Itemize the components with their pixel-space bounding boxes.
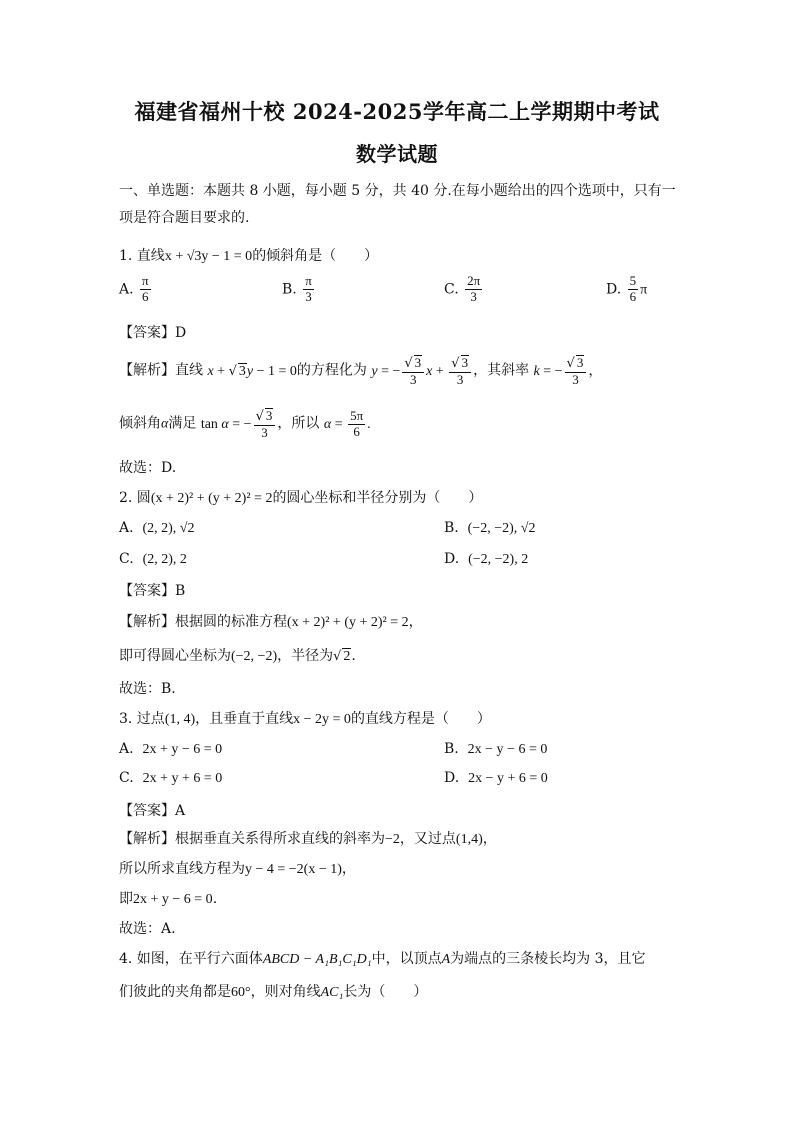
- q1-option-d-label: D.: [606, 281, 622, 298]
- q1-option-d-num: 5: [629, 273, 637, 288]
- q2-option-a: [119, 520, 194, 537]
- q2-analysis-text-b: ，: [408, 614, 423, 630]
- q1-analysis-eq1: x + √ 3y − 1 = 0: [207, 363, 297, 379]
- q3-option-d-label: D.: [444, 770, 460, 786]
- q3-option-a-text: 2x + y − 6 = 0: [142, 742, 223, 757]
- q3-analysis-line1: [119, 828, 497, 848]
- q1-analysis-slope: k = − $\frac{√ 3}{3}$ ，: [533, 355, 603, 387]
- q1-option-b-label: B.: [282, 281, 297, 298]
- q1-option-b: [282, 274, 316, 305]
- q2-option-b-label: B.: [444, 520, 459, 536]
- q1-option-d-fraction: [628, 274, 639, 305]
- q1-stem: [119, 245, 378, 265]
- q1-analysis-text-a: 直线: [175, 362, 203, 379]
- section-heading-line2: 项是符合题目要求的.: [119, 210, 250, 226]
- q3-analysis-point: (1,4): [455, 832, 483, 847]
- q3-stem-mid: ，且垂直于直线: [195, 711, 294, 727]
- q1-option-a-fraction: [140, 274, 151, 305]
- q3-analysis-label: 【解析】: [119, 831, 175, 847]
- q3-option-c-text: 2x + y + 6 = 0: [142, 771, 223, 786]
- q4-text-a: 4. 如图，在平行六面体: [119, 951, 263, 967]
- q4-angle: 60°: [231, 985, 251, 1000]
- q1-option-a-num: π: [142, 273, 149, 288]
- q3-analysis-text-a: 根据垂直关系得所求直线的斜率为: [175, 831, 385, 847]
- q4-diagonal: AC₁: [320, 985, 344, 1000]
- q3-answer: 【答案】A: [119, 803, 186, 819]
- q2-option-a-label: A.: [119, 520, 134, 536]
- q2-option-b: [444, 520, 535, 537]
- q1-analysis-text-d: 倾斜角: [119, 415, 161, 432]
- q2-stem-suffix: 的圆心坐标和半径分别为（ ）: [272, 490, 483, 506]
- q3-analysis-slope: −2: [385, 832, 400, 847]
- q1-analysis-line1: [119, 355, 602, 388]
- page-subtitle: 数学试题: [356, 142, 438, 166]
- q1-option-d: [606, 274, 647, 305]
- q4-solid-name: ABCD − A₁B₁C₁D₁: [262, 952, 372, 967]
- q2-conclusion: 故选：B.: [119, 681, 176, 697]
- q2-option-c: [119, 551, 187, 568]
- q3-stem-equation: x − 2y = 0: [293, 712, 351, 727]
- q1-analysis-tan: tan α = − $\frac{√ 3}{3}$: [201, 417, 278, 432]
- q3-analysis-line2: [119, 858, 356, 878]
- q4-text-e: ，则对角线: [250, 984, 321, 1000]
- q3-analysis-text-e: ，: [341, 861, 356, 877]
- q1-option-c-fraction: [465, 274, 482, 305]
- q1-analysis-text-e: 满足: [168, 415, 197, 432]
- q1-option-c-num: 2π: [467, 273, 481, 288]
- q1-option-b-den: 3: [305, 288, 312, 304]
- q3-stem-point: (1, 4): [164, 712, 196, 727]
- q2-analysis-text-d: ，半径为: [277, 648, 334, 664]
- q2-analysis-equation: (x + 2)² + (y + 2)² = 2: [287, 615, 409, 630]
- q3-stem-prefix: 3. 过点: [119, 711, 165, 727]
- q3-option-d-text: 2x − y + 6 = 0: [468, 771, 548, 786]
- q2-analysis-text-e: .: [351, 648, 356, 664]
- q2-stem: [119, 487, 482, 507]
- q1-option-c-label: C.: [444, 281, 459, 298]
- q2-analysis-center: (−2, −2): [231, 649, 278, 664]
- q1-option-a: [119, 274, 153, 305]
- q1-conclusion: 故选：D.: [119, 460, 177, 476]
- q2-option-b-text: (−2, −2), √2: [467, 521, 536, 536]
- q2-option-a-text: (2, 2), √2: [142, 521, 195, 536]
- q2-analysis-line2: [119, 645, 356, 665]
- q3-option-b-text: 2x − y − 6 = 0: [467, 742, 548, 757]
- q3-option-a: [119, 741, 222, 758]
- q4-text-f: 长为（ ）: [343, 984, 428, 1000]
- q3-option-b-label: B.: [444, 741, 459, 757]
- q1-option-d-den: 6: [629, 288, 637, 304]
- q1-analysis-eq2: y = − $\frac{√ 3}{3}$ x + $\frac{√ 3}{3}$: [371, 364, 473, 379]
- q3-option-d: [444, 770, 548, 787]
- q2-option-d-label: D.: [444, 551, 460, 567]
- q2-stem-equation: (x + 2)² + (y + 2)² = 2: [150, 491, 273, 506]
- q3-analysis-line3: [119, 888, 217, 908]
- q1-option-c-den: 3: [470, 288, 477, 304]
- q1-analysis-alpha: α = $\frac{5\pi}{6}$ .: [323, 408, 371, 439]
- q2-analysis-line1: [119, 611, 423, 631]
- q2-option-c-label: C.: [119, 551, 134, 567]
- q2-option-d: [444, 551, 528, 568]
- q1-stem-equation: x + √3y − 1 = 0: [164, 249, 253, 264]
- q3-analysis-text-b: ，又过点: [399, 831, 456, 847]
- q1-option-a-label: A.: [119, 281, 134, 298]
- q4-text-c: 为端点的三条棱长均为 3，且它: [450, 951, 646, 967]
- q3-option-c: [119, 770, 222, 787]
- q3-analysis-text-f: 即: [119, 891, 133, 907]
- q3-stem-suffix: 的直线方程是（ ）: [350, 711, 491, 727]
- q1-analysis-line2: 倾斜角α满足 tan α = − $\frac{√ 3}{3}$ ，所以 α = $\frac{5\pi}{6}$ .: [119, 408, 371, 440]
- q1-option-a-den: 6: [142, 288, 149, 304]
- q2-analysis-text-a: 根据圆的标准方程: [175, 614, 287, 630]
- q2-option-c-text: (2, 2), 2: [142, 552, 187, 567]
- q4-vertex: A: [441, 952, 451, 967]
- q3-analysis-text-g: .: [212, 891, 218, 907]
- q4-stem-line2: [119, 981, 427, 1001]
- q1-analysis-text-c: ，其斜率: [473, 362, 530, 379]
- q3-option-a-label: A.: [119, 741, 134, 757]
- section-heading-line1: 一、单选题：本题共 8 小题，每小题 5 分，共 40 分.在每小题给出的四个选项中，只有一: [119, 183, 676, 199]
- q2-option-d-text: (−2, −2), 2: [468, 552, 529, 567]
- q3-option-c-label: C.: [119, 770, 134, 786]
- q3-analysis-text-c: ，: [482, 831, 497, 847]
- q3-conclusion: 故选：A.: [119, 921, 176, 937]
- q1-stem-prefix: 1. 直线: [119, 248, 165, 264]
- q4-text-b: 中，以顶点: [371, 951, 442, 967]
- q2-answer: 【答案】B: [119, 583, 186, 599]
- q2-analysis-radius: √ 2: [333, 649, 351, 664]
- q4-stem-line1: [119, 948, 646, 968]
- q1-option-c: [444, 274, 484, 305]
- q1-analysis-label: 【解析】: [119, 362, 175, 379]
- q2-analysis-label: 【解析】: [119, 614, 175, 630]
- q3-analysis-text-d: 所以所求直线方程为: [119, 861, 245, 877]
- q3-stem: [119, 708, 491, 728]
- q1-analysis-text-b: 的方程化为: [296, 362, 367, 379]
- q2-stem-prefix: 2. 圆: [119, 490, 151, 506]
- page-title: 福建省福州十校 2024-2025学年高二上学期期中考试: [134, 99, 660, 124]
- q3-analysis-result: 2x + y − 6 = 0: [133, 892, 213, 907]
- q1-option-b-fraction: [303, 274, 314, 305]
- q1-option-d-tail: π: [640, 282, 648, 298]
- q4-text-d: 们彼此的夹角都是: [119, 984, 231, 1000]
- q3-analysis-equation: y − 4 = −2(x − 1): [245, 862, 342, 877]
- q2-analysis-text-c: 即可得圆心坐标为: [119, 648, 231, 664]
- q1-stem-suffix: 的倾斜角是（ ）: [252, 248, 379, 264]
- q1-analysis-text-f: ，所以: [277, 415, 320, 432]
- q3-option-b: [444, 741, 547, 758]
- q1-option-b-num: π: [305, 273, 312, 288]
- q1-answer: 【答案】D: [119, 325, 187, 341]
